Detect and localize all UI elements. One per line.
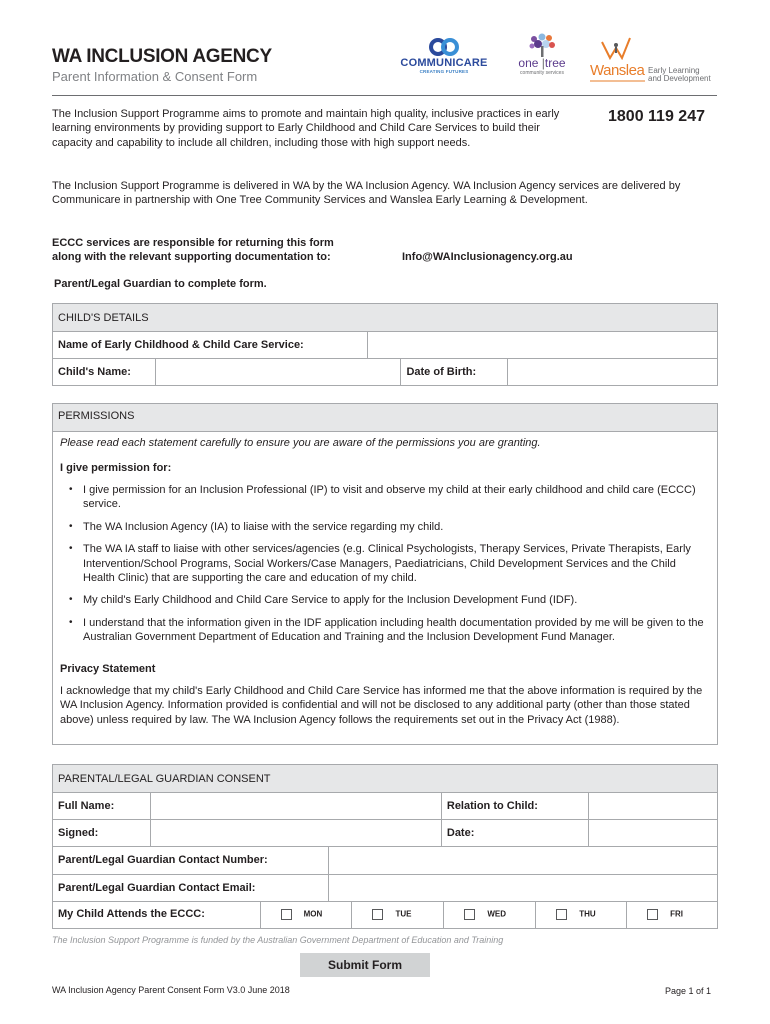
submit-form-button[interactable]: Submit Form xyxy=(300,953,430,977)
permission-item: • My child's Early Childhood and Child Care Service to apply for the Inclusion Development Fund (IDF). xyxy=(69,593,709,607)
return-instruction: ECCC services are responsible for returning this form along with the relevant supporting documentation to: xyxy=(52,237,334,264)
return-email: Info@WAInclusionagency.org.au xyxy=(402,251,573,263)
contact-email-label: Parent/Legal Guardian Contact Email: xyxy=(53,874,329,901)
attendance-table xyxy=(52,901,718,929)
permissions-list xyxy=(69,483,709,653)
wanslea-subline xyxy=(590,80,645,82)
privacy-text: I acknowledge that my child's Early Childhood and Child Care Service has informed me that the above information is required by the WA Inclusion Agency. Information provided is confidential and will not be disclosed to any additional party (other than those stated above) unless required by law. The WA Inclusion Agency follows the requirements set out in the Privacy Act (1988). xyxy=(60,685,703,726)
page-subtitle: Parent Information & Consent Form xyxy=(52,69,258,84)
service-name-label: Name of Early Childhood & Child Care Service: xyxy=(53,332,368,359)
checkbox-wed[interactable] xyxy=(464,909,475,920)
consent-table xyxy=(52,764,718,847)
communicare-rings-icon xyxy=(426,37,462,57)
permission-item: • The WA IA staff to liaise with other services/agencies (e.g. Clinical Psychologists, Therapy Services, Private Therapists, Early Intervention/School Programs, Social Workers/Case Managers, Paediatricians, Child Development Services and the Child Health Clinic) that are supporting the care and education of my child. xyxy=(69,542,709,585)
service-name-field[interactable] xyxy=(367,332,717,359)
wanslea-tagline-1: Early Learning xyxy=(648,66,700,75)
consent-heading: PARENTAL/LEGAL GUARDIAN CONSENT xyxy=(53,765,718,793)
intro-paragraph-1: The Inclusion Support Programme aims to promote and maintain high quality, inclusive practices in early learning environments by providing support to Early Childhood and Child Care Services to build their capacity and capability to include all children, including those with high support needs. xyxy=(52,108,560,149)
page-number: Page 1 of 1 xyxy=(665,986,712,996)
child-name-label: Child's Name: xyxy=(53,359,156,386)
tree-icon xyxy=(522,33,562,57)
onetree-name: one |tree xyxy=(518,56,566,70)
checkbox-tue[interactable] xyxy=(372,909,383,920)
permission-item: • The WA Inclusion Agency (IA) to liaise with the service regarding my child. xyxy=(69,520,709,534)
date-label: Date: xyxy=(441,820,588,847)
communicare-tagline: CREATING FUTURES xyxy=(419,69,469,74)
funding-note: The Inclusion Support Programme is funded by the Australian Government Department of Education and Training xyxy=(52,935,504,945)
house-figure-icon xyxy=(600,36,632,60)
day-tue[interactable]: TUE xyxy=(352,901,444,928)
child-name-field[interactable] xyxy=(155,359,401,386)
permissions-instruction: Please read each statement carefully to ensure you are aware of the permissions you are granting. xyxy=(60,437,541,449)
communicare-name: COMMUNICARE xyxy=(400,57,488,69)
privacy-heading: Privacy Statement xyxy=(60,663,156,675)
dob-field[interactable] xyxy=(508,359,718,386)
checkbox-fri[interactable] xyxy=(647,909,658,920)
day-thu[interactable]: THU xyxy=(536,901,627,928)
day-fri[interactable]: FRI xyxy=(627,901,718,928)
permissions-give-label: I give permission for: xyxy=(60,462,172,474)
attends-label: My Child Attends the ECCC: xyxy=(53,901,261,928)
wanslea-tagline-2: and Development xyxy=(648,74,711,83)
contact-number-label: Parent/Legal Guardian Contact Number: xyxy=(53,847,329,874)
complete-note: Parent/Legal Guardian to complete form. xyxy=(54,278,267,290)
wanslea-logo xyxy=(590,36,720,86)
onetree-tagline: community services xyxy=(520,70,564,76)
permission-item: • I give permission for an Inclusion Professional (IP) to visit and observe my child at their early childhood and child care (ECCC) service. xyxy=(69,483,709,512)
form-version: WA Inclusion Agency Parent Consent Form V3.0 June 2018 xyxy=(52,985,290,995)
signature-field[interactable] xyxy=(150,820,441,847)
contact-number-field[interactable] xyxy=(328,847,717,874)
permissions-heading: PERMISSIONS xyxy=(53,404,717,432)
phone-number: 1800 119 247 xyxy=(608,108,705,125)
checkbox-thu[interactable] xyxy=(556,909,567,920)
page-title: WA INCLUSION AGENCY xyxy=(52,46,272,67)
relation-field[interactable] xyxy=(588,793,717,820)
contact-table xyxy=(52,847,718,902)
dob-label: Date of Birth: xyxy=(401,359,508,386)
signed-label: Signed: xyxy=(53,820,151,847)
wanslea-name: Wanslea xyxy=(590,62,645,79)
communicare-logo xyxy=(394,37,494,81)
child-details-heading: CHILD'S DETAILS xyxy=(53,304,718,332)
permission-item: • I understand that the information given in the IDF application including health documentation provided by me will be given to the Australian Government Department of Education and Training and the Inclusion Development Fund Manager. xyxy=(69,616,709,645)
day-mon[interactable]: MON xyxy=(260,901,352,928)
full-name-label: Full Name: xyxy=(53,793,151,820)
permissions-section xyxy=(52,403,718,745)
contact-email-field[interactable] xyxy=(328,874,717,901)
full-name-field[interactable] xyxy=(150,793,441,820)
date-field[interactable] xyxy=(588,820,717,847)
child-details-table xyxy=(52,303,718,386)
onetree-logo xyxy=(506,33,578,83)
checkbox-mon[interactable] xyxy=(281,909,292,920)
day-wed[interactable]: WED xyxy=(444,901,536,928)
intro-paragraph-2: The Inclusion Support Programme is delivered in WA by the WA Inclusion Agency. WA Inclusion Agency services are delivered by Communicare in partnership with One Tree Community Services and Wanslea Early Learning & Development. xyxy=(52,180,681,207)
relation-label: Relation to Child: xyxy=(441,793,588,820)
